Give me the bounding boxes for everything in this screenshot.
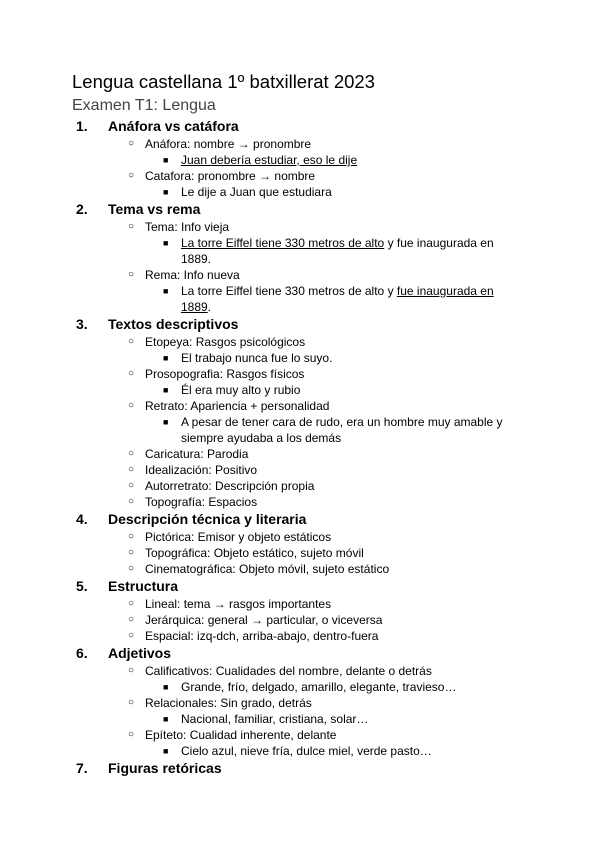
example-item [0,414,600,446]
section-number: 2. [76,201,88,217]
section-number: 1. [76,118,88,134]
list-item-text: Anáfora: nombre → pronombre [145,137,312,151]
list-item-text: Lineal: tema → rasgos importantes [145,597,332,611]
section-heading [0,577,600,596]
list-item-text: Idealización: Positivo [145,463,258,477]
list-item [0,446,600,462]
underlined-example-text: La torre Eiffel tiene 330 metros de alto [181,236,385,250]
list-item [0,695,600,711]
section-number: 6. [76,645,88,661]
section-title: Anáfora vs catáfora [108,118,239,134]
section-title: Estructura [108,578,179,594]
example-item [0,711,600,727]
hollow-bullet-icon: ○ [128,496,135,507]
list-item [0,628,600,644]
example-text: Él era muy alto y rubio [181,383,301,397]
list-item-text: Epíteto: Cualidad inherente, delante [145,728,337,742]
section-title: Adjetivos [108,645,172,661]
section-title: Figuras retóricas [108,760,222,776]
list-item-text: Topográfica: Objeto estático, sujeto móvil [145,546,364,560]
list-item [0,727,600,743]
square-bullet-icon: ■ [163,187,169,197]
section-number: 5. [76,578,88,594]
list-item-text: Retrato: Apariencia + personalidad [145,399,330,413]
example-text: y fue inaugurada en 1889. [181,236,494,266]
hollow-bullet-icon: ○ [128,480,135,491]
section-heading [0,315,600,334]
list-item-text: Autorretrato: Descripción propia [145,479,315,493]
hollow-bullet-icon: ○ [128,138,135,149]
document-title: Lengua castellana 1º batxillerat 2023 [72,71,375,92]
list-item-text: Etopeya: Rasgos psicológicos [145,335,306,349]
list-item-text: Calificativos: Cualidades del nombre, delante o detrás [145,664,432,678]
section-heading [0,200,600,219]
section-title: Tema vs rema [108,201,201,217]
list-item-text: Catafora: pronombre → nombre [145,169,316,183]
hollow-bullet-icon: ○ [128,563,135,574]
hollow-bullet-icon: ○ [128,531,135,542]
example-text: A pesar de tener cara de rudo, era un hombre muy amable y siempre ayudaba a los demás [181,415,503,445]
hollow-bullet-icon: ○ [128,221,135,232]
hollow-bullet-icon: ○ [128,170,135,181]
hollow-bullet-icon: ○ [128,269,135,280]
section-number: 7. [76,760,88,776]
list-item [0,366,600,382]
example-item [0,350,600,366]
hollow-bullet-icon: ○ [128,368,135,379]
list-item [0,136,600,152]
hollow-bullet-icon: ○ [128,336,135,347]
example-item [0,743,600,759]
example-text: Le dije a Juan que estudiara [181,185,332,199]
example-text: Grande, frío, delgado, amarillo, elegante, travieso… [181,680,457,694]
example-item [0,283,600,315]
document-subtitle: Examen T1: Lengua [72,97,216,114]
hollow-bullet-icon: ○ [128,729,135,740]
list-item-text: Caricatura: Parodia [145,447,249,461]
list-item-text: Tema: Info vieja [145,220,230,234]
list-item [0,334,600,350]
square-bullet-icon: ■ [163,682,169,692]
hollow-bullet-icon: ○ [128,614,135,625]
example-item [0,184,600,200]
hollow-bullet-icon: ○ [128,448,135,459]
section-heading [0,510,600,529]
square-bullet-icon: ■ [163,746,169,756]
section-number: 4. [76,511,88,527]
list-item [0,663,600,679]
example-item [0,235,600,267]
list-item [0,494,600,510]
underlined-example-text: fue inaugurada en 1889 [181,284,494,314]
list-item [0,561,600,577]
list-item [0,219,600,235]
list-item [0,462,600,478]
section-number: 3. [76,316,88,332]
example-text: . [207,300,212,314]
outline-list [0,117,600,778]
list-item-text: Relacionales: Sin grado, detrás [145,696,312,710]
square-bullet-icon: ■ [163,238,169,248]
list-item [0,478,600,494]
example-text: El trabajo nunca fue lo suyo. [181,351,333,365]
underlined-example-text: Juan debería estudiar, eso le dije [181,153,358,167]
list-item-text: Espacial: izq-dch, arriba-abajo, dentro-fuera [145,629,379,643]
list-item-text: Pictórica: Emisor y objeto estáticos [145,530,332,544]
list-item-text: Prosopografia: Rasgos físicos [145,367,305,381]
list-item [0,596,600,612]
example-text: Cielo azul, nieve fría, dulce miel, verde pasto… [181,744,432,758]
list-item [0,267,600,283]
list-item-text: Topografía: Espacios [145,495,258,509]
square-bullet-icon: ■ [163,417,169,427]
list-item [0,545,600,561]
section-title: Descripción técnica y literaria [108,511,307,527]
square-bullet-icon: ■ [163,714,169,724]
section-heading [0,759,600,778]
example-item [0,382,600,398]
example-item [0,679,600,695]
list-item [0,398,600,414]
square-bullet-icon: ■ [163,286,169,296]
example-text: Nacional, familiar, cristiana, solar… [181,712,369,726]
example-text: La torre Eiffel tiene 330 metros de alto y [181,284,397,298]
hollow-bullet-icon: ○ [128,547,135,558]
list-item [0,168,600,184]
hollow-bullet-icon: ○ [128,665,135,676]
list-item-text: Jerárquica: general → particular, o viceversa [145,613,383,627]
section-heading [0,117,600,136]
square-bullet-icon: ■ [163,385,169,395]
list-item [0,612,600,628]
list-item-text: Rema: Info nueva [145,268,240,282]
square-bullet-icon: ■ [163,155,169,165]
section-title: Textos descriptivos [108,316,239,332]
hollow-bullet-icon: ○ [128,400,135,411]
hollow-bullet-icon: ○ [128,630,135,641]
square-bullet-icon: ■ [163,353,169,363]
hollow-bullet-icon: ○ [128,464,135,475]
example-item [0,152,600,168]
section-heading [0,644,600,663]
list-item [0,529,600,545]
hollow-bullet-icon: ○ [128,598,135,609]
hollow-bullet-icon: ○ [128,697,135,708]
list-item-text: Cinematográfica: Objeto móvil, sujeto estático [145,562,390,576]
